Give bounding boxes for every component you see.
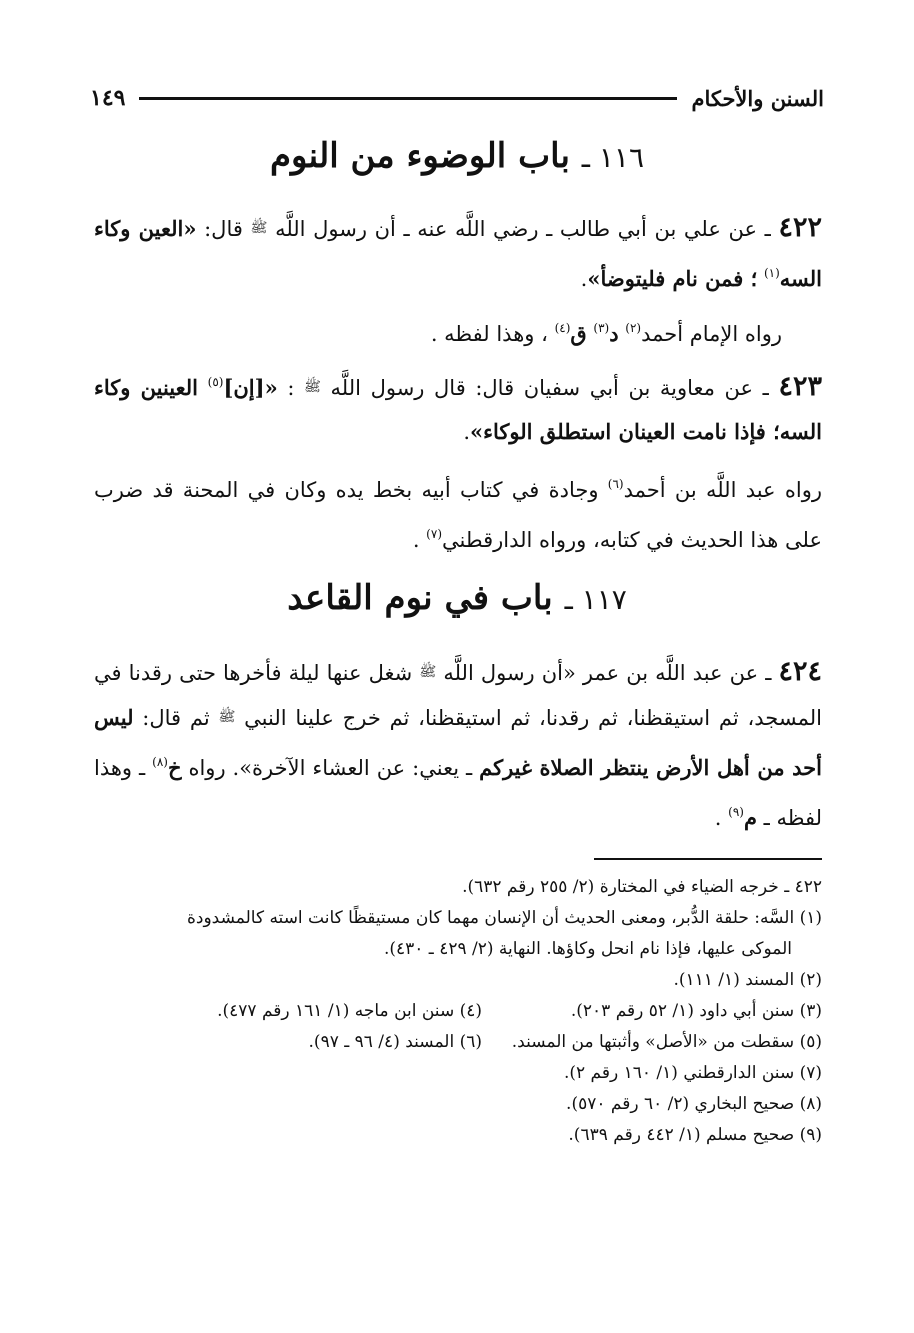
footnote-separator [594,858,822,860]
salutation-glyph: ﷺ [419,664,437,680]
footnote-ref: (٦) [607,477,624,491]
source-symbol: د [609,321,619,346]
attribution-text: ـ وهذا لفظه ـ [94,756,822,830]
chapter-title: باب في نوم القاعد [287,578,553,618]
salutation-glyph: ﷺ [304,379,321,395]
attribution-text: رواه الإمام أحمد [641,322,782,346]
footnote-ref: (٢) [625,321,642,335]
chapter-number: ١١٦ ـ [581,141,644,174]
footnote-6: (٦) المسند (٤/ ٩٦ ـ ٩٧). [308,1032,482,1052]
hadith-text: ليس أحد من أهل الأرض ينتظر الصلاة غيركم [94,705,822,780]
chapter-heading-116 [90,136,824,177]
hadith-intro: ـ عن عبد اللَّه بن عمر «أن رسول اللَّه [443,661,772,685]
footnote-row [92,996,822,1027]
hadith-intro-end: قال: [204,217,243,241]
attribution-text: وجادة في كتاب أبيه بخط يده وكان في المحنة قد ضرب على هذا الحديث في كتابه، ورواه الدارقطني [94,478,822,552]
punctuation: . [714,806,729,830]
footnote-row [92,1027,822,1058]
footnote-9: (٩) صحيح مسلم (١/ ٤٤٢ رقم ٦٣٩). [568,1125,822,1145]
footnote-5: (٥) سقطت من «الأصل» وأثبتها من المسند. [511,1032,822,1052]
salutation-glyph: ﷺ [218,709,236,725]
attribution-text: ، وهذا لفظه . [430,322,548,346]
footnote-ref: (٩) [728,805,744,819]
source-symbol: خ [167,755,182,780]
attribution-text: رواه عبد اللَّه بن أحمد [623,478,822,502]
hadith-text-plain: ثم قال: [142,706,210,730]
punctuation: . [580,267,588,291]
hadith-text: «العين وكاء السه [94,216,822,291]
punctuation: . [463,420,470,444]
hadith-text: ؛ فمن نام فليتوضأ» [587,266,758,291]
footnote-3: (٣) سنن أبي داود (١/ ٥٢ رقم ٢٠٣). [570,1001,822,1021]
source-symbol: ق [570,321,587,346]
footnote-takhrij: ٤٢٢ ـ خرجه الضياء في المختارة (٢/ ٢٥٥ رقم ٦٣٢). [462,877,822,897]
hadith-number: ٤٢٣ [778,371,822,402]
hadith-intro: ـ عن علي بن أبي طالب ـ رضي اللَّه عنه ـ أن رسول اللَّه [275,217,771,241]
attribution-423 [94,462,822,562]
hadith-number: ٤٢٤ [778,656,822,687]
punctuation: . [412,528,427,552]
chapter-title: باب الوضوء من النوم [270,136,570,176]
hadith-text-plain: ـ يعني: عن العشاء الآخرة». رواه [188,756,473,780]
hadith-text-plain: شغل عنها ليلة فأخرها حتى رقدنا في المسجد، ثم استيقظنا، ثم رقدنا، ثم استيقظنا، ثم خرج علينا النبي [94,661,822,730]
footnote-ref: (٧) [426,527,442,541]
salutation-glyph: ﷺ [250,220,268,236]
footnote-ref: (٨) [152,755,168,769]
hadith-422 [94,206,822,301]
hadith-text: «[إن] [223,375,278,400]
hadith-text: العينين وكاء السه؛ فإذا نامت العينان استطلق الوكاء» [94,375,822,444]
hadith-423 [94,360,822,454]
running-head-title: السنن والأحكام [691,85,824,111]
chapter-number: ١١٧ ـ [564,583,627,616]
footnote-2: (٢) المسند (١/ ١١١). [673,970,822,990]
footnote-ref: (٣) [593,321,610,335]
footnote-ref: (١) [763,266,780,280]
hadith-intro: ـ عن معاوية بن أبي سفيان قال: قال رسول اللَّه [330,376,769,400]
chapter-heading-117 [90,578,824,619]
footnote-ref: (٤) [554,321,571,335]
hadith-number: ٤٢٢ [778,212,822,243]
punctuation: : [287,376,295,400]
hadith-424 [94,650,822,840]
footnote-1: (١) السَّه: حلقة الدُّبر، ومعنى الحديث أن الإنسان مهما كان مستيقظًا كانت استه كالمشدودة [186,908,822,928]
footnote-4: (٤) سنن ابن ماجه (١/ ١٦١ رقم ٤٧٧). [217,1001,482,1021]
footnote-7: (٧) سنن الدارقطني (١/ ١٦٠ رقم ٢). [563,1063,822,1083]
running-head-rule [139,97,677,100]
running-head [90,80,824,116]
page-number: ١٤٩ [90,85,126,111]
attribution-422 [94,306,822,356]
footnote-ref: (٥) [207,375,224,389]
source-symbol: م [743,805,757,830]
footnote-8: (٨) صحيح البخاري (٢/ ٦٠ رقم ٥٧٠). [566,1094,822,1114]
footnote-1-continued: الموكى عليها، فإذا نام انحل وكاؤها. النهاية (٢/ ٤٢٩ ـ ٤٣٠). [383,939,792,959]
footnotes [92,872,822,1151]
